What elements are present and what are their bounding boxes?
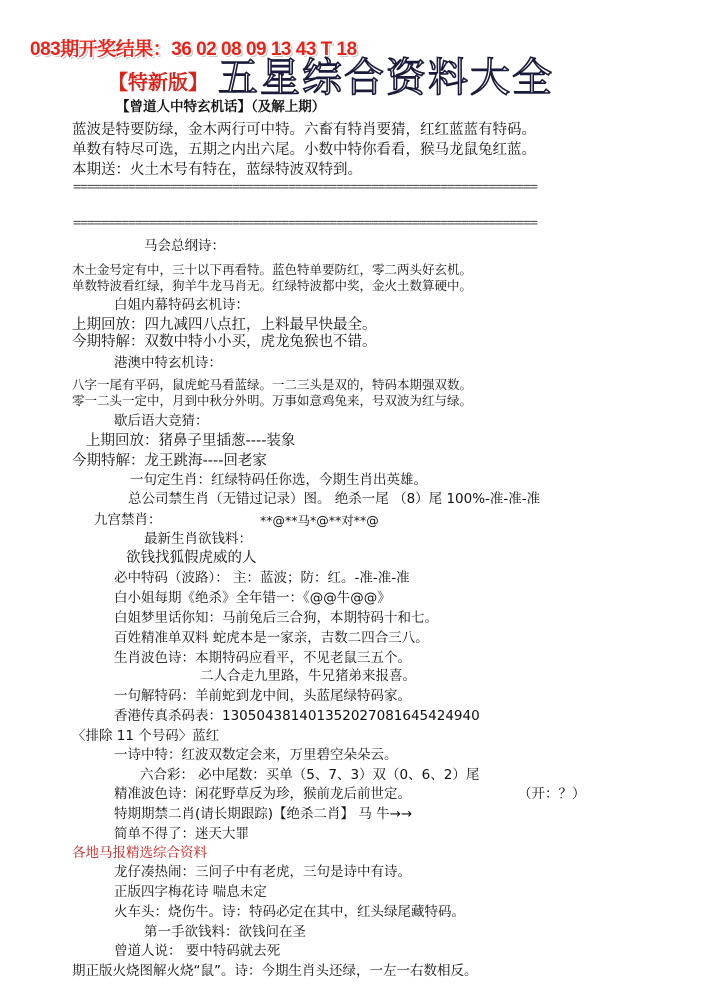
text-line: 火车头：烧伤牛。诗：特码必定在其中，红头绿尾藏特码。 [114, 904, 465, 920]
text-line: 简单不得了：迷天大罪 [114, 826, 249, 842]
text-line: 正版四字梅花诗 喘息未定 [114, 884, 267, 900]
section-heading-mahui: 马会总纲诗： [144, 238, 225, 254]
text-line: 必中特码（波路）： 主：蓝波；防：红。-准-准-准 [114, 570, 410, 586]
text-line-value: **@**马*@**对**@ [260, 513, 379, 528]
section-heading-baijie: 白姐内幕特码玄机诗： [114, 297, 249, 313]
text-line: 一句定生肖：红绿特码任你选，今期生肖出英雄。 [130, 472, 427, 488]
text-line: 曾道人说： 要中特码就去死 [114, 943, 281, 959]
divider: =================================================================== [73, 180, 538, 195]
text-line: 一诗中特：红波双数定会来，万里碧空朵朵云。 [114, 747, 398, 763]
text-line: 香港传真杀码表：13050438140135202708164542494​0 [114, 708, 480, 724]
page-title: 五星综合资料大全 [218, 55, 554, 101]
text-line: 特期期禁二肖(请长期跟踪)【绝杀二肖】 马 牛→→ [114, 806, 413, 822]
text-line: 蓝波是特要防绿，金木两行可中特。六畜有特肖要猜，红红蓝蓝有特码。 [72, 122, 536, 138]
edition-tag: 【特新版】 [108, 70, 208, 94]
text-line: 白小姐每期《绝杀》全年错一：《@@牛@@》 [114, 590, 391, 606]
text-line: 龙仔凑热闹：三问子中有老虎，三句是诗中有诗。 [114, 864, 411, 880]
draw-result-banner: 083期开奖结果：36 02 08 09 13 43 T 18 [30, 39, 357, 60]
text-line: 总公司禁生肖（无错过记录）图。 绝杀一尾 （8）尾 100%-准-准-准 [128, 491, 541, 507]
section-heading-yuqian: 最新生肖欲钱料： [144, 531, 252, 547]
text-line-note: （开：？） [518, 786, 586, 802]
section-heading-gangao: 港澳中特玄机诗： [114, 355, 222, 371]
section-heading-zeng: 【曾道人中特玄机话】（及解上期） [116, 99, 326, 115]
text-line: 零一二头一定中，月到中秋分外明。万事如意鸡兔来，号双波为红与绿。 [72, 393, 473, 408]
text-line: 百姓精准单双料 蛇虎本是一家亲，吉数二四合三八。 [114, 630, 429, 646]
section-heading-mabao: 各地马报精选综合资料 [72, 845, 207, 861]
text-line: 第一手欲钱料：欲钱问在圣 [144, 924, 306, 940]
text-line: 本期送：火土木号有特在，蓝绿特波双特到。 [72, 162, 362, 178]
text-line: 一句解特码：羊前蛇到龙中间，头蓝尾绿特码家。 [114, 688, 411, 704]
text-line: 今期特解：双数中特小小买，虎龙兔猴也不错。 [72, 334, 377, 350]
divider: =================================================================== [73, 216, 538, 231]
text-line: 精准波色诗：闲花野草反为珍，猴前龙后前世定。 [114, 786, 411, 802]
text-line: 上期回放：四九减四八点扛，上料最早快最全。 [72, 317, 377, 333]
text-line: 六合彩： 必中尾数：买单（5、7、3）双（0、6、2）尾 [140, 767, 480, 783]
text-line: 生肖波色诗：本期特码应看平，不见老鼠三五个。 [114, 650, 411, 666]
text-line-label: 九宫禁肖： [94, 512, 162, 528]
section-heading-xiehouyu: 歇后语大竞猜： [114, 413, 209, 429]
text-line: 八字一尾有平码，鼠虎蛇马看蓝绿。一二三头是双的，特码本期强双数。 [72, 377, 473, 392]
text-line: 单数有特尽可选，五期之内出六尾。小数中特你看看，猴马龙鼠兔红蓝。 [72, 142, 536, 158]
text-line: 白姐梦里话你知：马前兔后三合狗，本期特码十和七。 [114, 610, 438, 626]
text-line: 〈排除 11 个号码〉蓝红 [72, 728, 220, 744]
text-line: 期正版火烧图解火烧“鼠”。诗：今期生肖头还绿，一左一右数相反。 [72, 963, 478, 979]
text-line: 单数特波看红绿，狗羊牛龙马肖无。红绿特波都中奖，金火土数算硬中。 [72, 278, 473, 293]
text-line: 欲钱找狐假虎威的人 [126, 550, 257, 566]
text-line: 上期回放：猪鼻子里插葱----装象 [86, 433, 296, 449]
text-line: 二人合走九里路，牛兄猪弟来报喜。 [200, 668, 416, 684]
text-line: 今期特解：龙王跳海----回老家 [72, 453, 267, 469]
text-line: 木土金号定有中，三十以下再看特。蓝色特单要防红，零二两头好玄机。 [72, 262, 473, 277]
